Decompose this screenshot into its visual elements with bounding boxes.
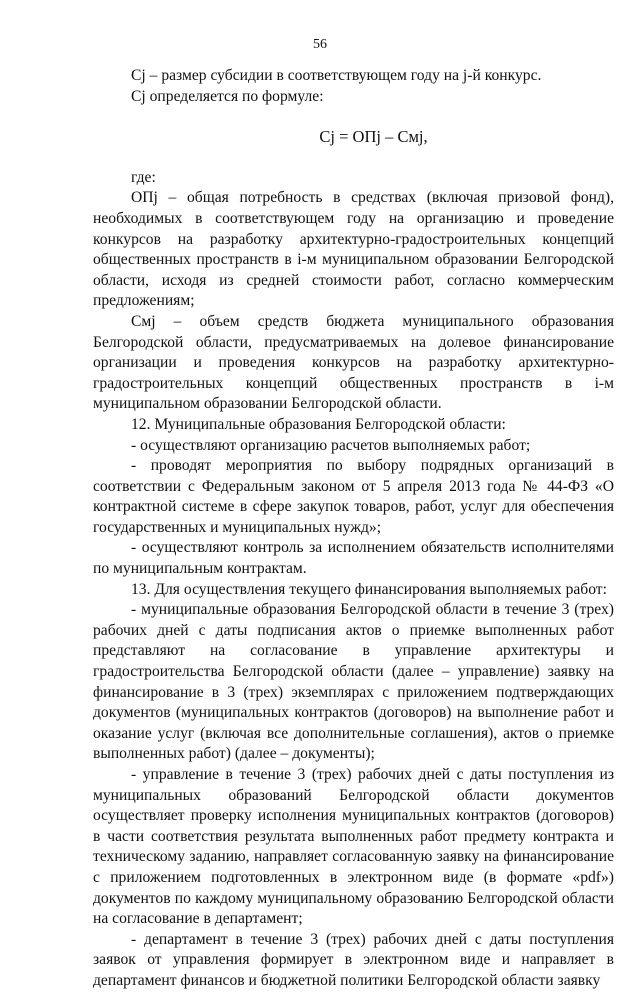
- item-13-title: 13. Для осуществления текущего финансирования выполняемых работ:: [131, 580, 607, 598]
- item-12-b: - проводят мероприятия по выбору подрядных организаций в соответствии с Федеральным законом от 5 апреля 2013 года № 44-ФЗ «О контрактной системе в сфере закупок товаров, работ, услуг для обеспечения государственных и муниципальных нужд»;: [93, 457, 614, 536]
- document-body: [93, 66, 614, 992]
- paragraph-opj: ОПj – общая потребность в средствах (включая призовой фонд), необходимых в соответствующем году на организацию и проведение конкурсов на разработку архитектурно-градостроительных концепций общественных пространств в i-м муниципальном образовании Белгородской области, исходя из средней стоимости работ, согласно коммерческим предложениям;: [93, 189, 614, 310]
- intro-line-1: Cj – размер субсидии в соответствующем году на j-й конкурс.: [131, 67, 542, 84]
- item-12-c: - осуществляют контроль за исполнением обязательств исполнителями по муниципальным контрактам.: [93, 539, 614, 578]
- item-12-a: - осуществляют организацию расчетов выполняемых работ;: [131, 436, 531, 454]
- where-label: где:: [131, 168, 156, 186]
- intro-line-2: Cj определяется по формуле:: [131, 87, 324, 105]
- item-13-b: - управление в течение 3 (трех) рабочих дней с даты поступления из муниципальных образований Белгородской области документов осуществляет проверку исполнения муниципальных контрактов (договоров) в части соответствия результата выполненных работ предмету контракта и техническому заданию, направляет согласованную заявку на финансирование с приложением подготовленных в электронном виде (в формате «pdf») документов по каждому муниципальному образованию Белгородской области на согласование в департамент;: [93, 766, 614, 928]
- page-number: 56: [313, 37, 327, 52]
- formula: Cj = ОПj – Смj,: [319, 127, 428, 147]
- item-12-title: 12. Муниципальные образования Белгородской области:: [131, 415, 506, 433]
- paragraph-smj: Смj – объем средств бюджета муниципального образования Белгородской области, предусматриваемых на долевое финансирование организации и проведения конкурсов на разработку архитектурно-градостроительных концепций общественных пространств в i-м муниципальном образовании Белгородской области.: [93, 312, 614, 413]
- item-13-c: - департамент в течение 3 (трех) рабочих дней с даты поступления заявок от управления формирует в электронном виде и направляет в департамент финансов и бюджетной политики Белгородской области заявку: [93, 930, 614, 989]
- item-13-a: - муниципальные образования Белгородской области в течение 3 (трех) рабочих дней с даты подписания актов о приемке выполненных работ представляют на согласование в управление архитектуры и градостроительства Белгородской области (далее – управление) заявку на финансирование в 3 (трех) экземплярах с приложением подтверждающих документов (муниципальных контрактов (договоров) на выполнение работ и оказание услуг (включая все дополнительные соглашения), актов о приемке выполненных работ) (далее – документы);: [93, 601, 614, 763]
